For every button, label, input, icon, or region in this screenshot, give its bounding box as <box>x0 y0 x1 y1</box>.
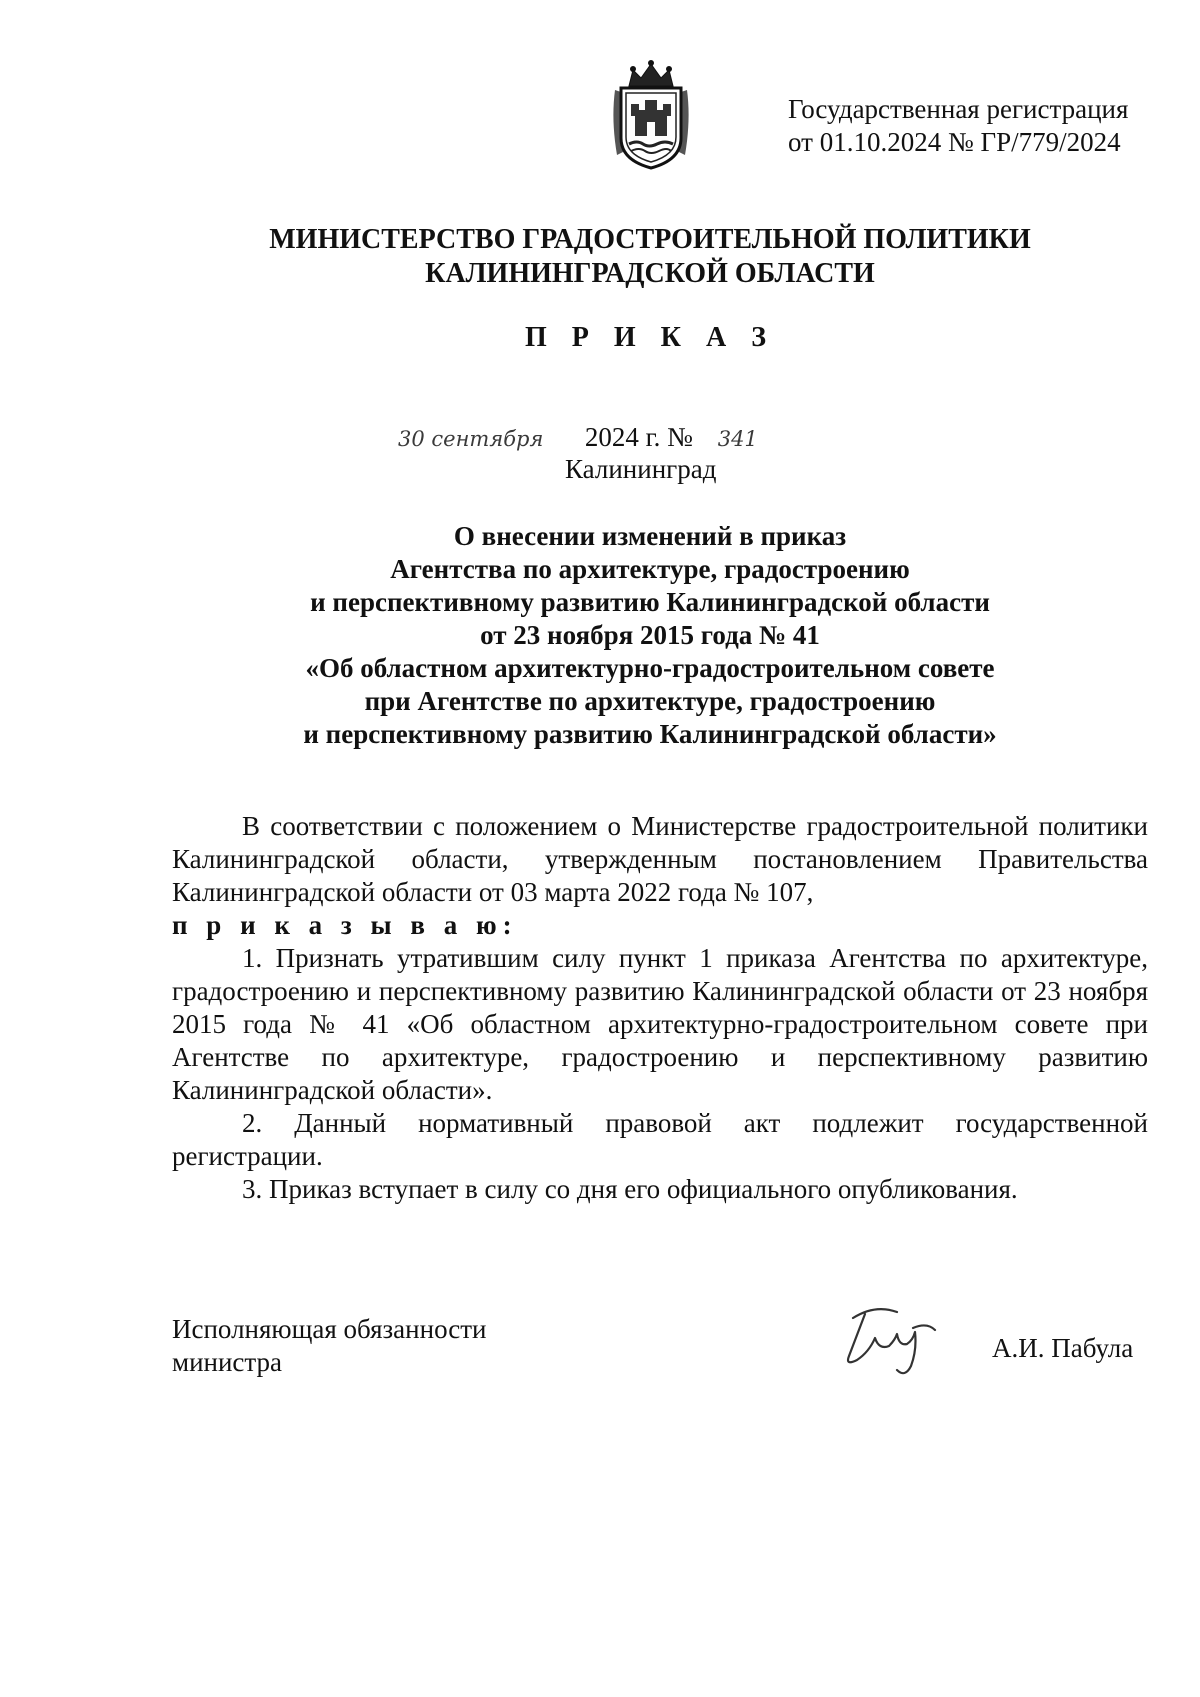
order-year-number-label: 2024 г. № <box>584 422 693 452</box>
registration-label: Государственная регистрация <box>788 94 1129 124</box>
order-subject <box>0 520 1200 751</box>
position-line1: Исполняющая обязанности <box>172 1314 487 1344</box>
handwritten-order-number: 341 <box>717 427 758 451</box>
order-item-3: 3. Приказ вступает в силу со дня его официального опубликования. <box>242 1174 1018 1204</box>
order-body <box>172 810 1148 1206</box>
position-line2: министра <box>172 1347 283 1377</box>
subject-line: «Об областном архитектурно-градостроительном совете <box>305 653 995 683</box>
order-directive: п р и к а з ы в а ю: <box>172 910 518 940</box>
state-registration-stamp <box>788 93 1128 159</box>
subject-line: и перспективному развитию Калининградской области <box>310 587 990 617</box>
preamble-paragraph: В соответствии с положением о Министерстве градостроительной политики Калининградской области, утвержденным постановлением Правительства Калининградской области от 03 марта 2022 года № 107, <box>172 811 1148 907</box>
order-date-line <box>398 422 758 453</box>
subject-line: и перспективному развитию Калининградской области» <box>303 719 997 749</box>
order-item-2: 2. Данный нормативный правовой акт подлежит государственной регистрации. <box>172 1108 1148 1171</box>
registration-number: от 01.10.2024 № ГР/779/2024 <box>788 127 1121 157</box>
coat-of-arms-icon <box>607 60 695 172</box>
handwritten-signature-icon <box>835 1300 945 1380</box>
signer-name: А.И. Пабула <box>992 1333 1134 1363</box>
subject-line: Агентства по архитектуре, градостроению <box>390 554 910 584</box>
document-type-heading: П Р И К А З <box>525 322 775 353</box>
subject-line: при Агентстве по архитектуре, градостроению <box>364 686 936 716</box>
ministry-title <box>0 223 1200 291</box>
ministry-title-line1: МИНИСТЕРСТВО ГРАДОСТРОИТЕЛЬНОЙ ПОЛИТИКИ <box>269 224 1031 255</box>
city-name: Калининград <box>565 454 717 484</box>
subject-line: от 23 ноября 2015 года № 41 <box>480 620 820 650</box>
signatory-position <box>172 1313 486 1379</box>
handwritten-date: 30 сентября <box>398 427 544 451</box>
order-item-1: 1. Признать утратившим силу пункт 1 приказа Агентства по архитектуре, градостроению и перспективному развитию Калининградской области от 23 ноября 2015 года № 41 «Об областном архитектурно-градостроительном совете при Агентстве по архитектуре, градостроению и перспективному развитию Калининградской области». <box>172 943 1148 1105</box>
ministry-title-line2: КАЛИНИНГРАДСКОЙ ОБЛАСТИ <box>425 258 875 289</box>
subject-line: О внесении изменений в приказ <box>453 521 847 551</box>
